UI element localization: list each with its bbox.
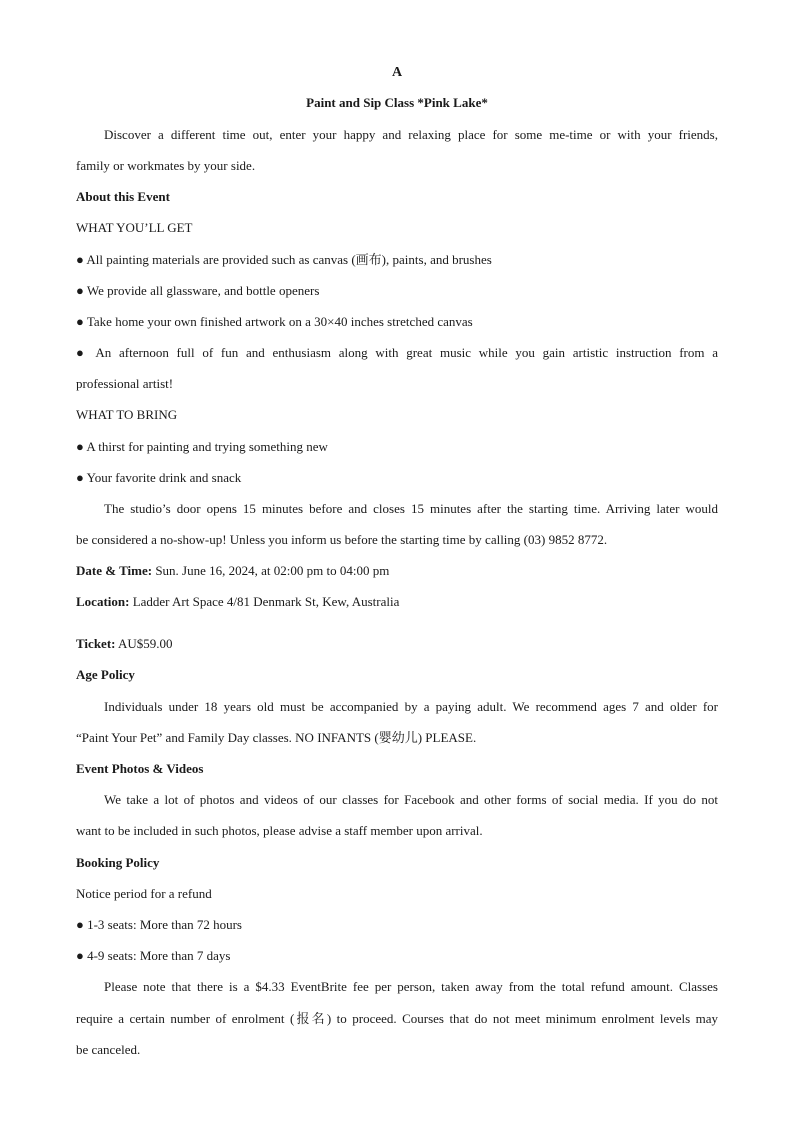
date-time-value: Sun. June 16, 2024, at 02:00 pm to 04:00 pm [152, 563, 390, 578]
location-row [76, 594, 718, 610]
location-value: Ladder Art Space 4/81 Denmark St, Kew, Australia [129, 594, 400, 609]
intro-line-1: Discover a different time out, enter your happy and relaxing place for some me-time or with your friends, [104, 127, 718, 142]
age-heading: Age Policy [76, 667, 135, 682]
fee-line-1: Please note that there is a $4.33 EventBrite fee per person, taken away from the total refund amount. Classes [104, 979, 718, 994]
photos-line-1: We take a lot of photos and videos of our classes for Facebook and other forms of social media. If you do not [104, 792, 718, 807]
fee-line-2: require a certain number of enrolment (报名) to proceed. Courses that do not meet minimum enrolment levels may [76, 1011, 718, 1026]
booking-heading: Booking Policy [76, 855, 160, 870]
ticket-label: Ticket: [76, 636, 116, 651]
passage-label: A [391, 65, 403, 80]
event-title: Paint and Sip Class *Pink Lake* [306, 95, 488, 110]
location-label: Location: [76, 594, 130, 609]
get-item-2: ● We provide all glassware, and bottle openers [76, 283, 320, 298]
notice-line: Notice period for a refund [76, 886, 212, 901]
date-time-label: Date & Time: [76, 563, 153, 578]
about-heading: About this Event [76, 189, 170, 204]
fee-line-3: be canceled. [76, 1042, 141, 1057]
ticket-value: AU$59.00 [115, 636, 173, 651]
age-line-1: Individuals under 18 years old must be accompanied by a paying adult. We recommend ages 7 and older for [104, 699, 718, 714]
date-time-row [76, 563, 718, 579]
age-line-2: “Paint Your Pet” and Family Day classes. NO INFANTS (婴幼儿) PLEASE. [76, 730, 477, 745]
get-item-4-line-2: professional artist! [76, 376, 174, 391]
bring-item-2: ● Your favorite drink and snack [76, 470, 242, 485]
get-heading: WHAT YOU’LL GET [76, 220, 193, 235]
intro-line-2: family or workmates by your side. [76, 158, 256, 173]
bring-heading: WHAT TO BRING [76, 407, 178, 422]
seats-item-1: ● 1-3 seats: More than 72 hours [76, 917, 242, 932]
bring-item-1: ● A thirst for painting and trying something new [76, 439, 328, 454]
seats-item-2: ● 4-9 seats: More than 7 days [76, 948, 231, 963]
ticket-row [76, 636, 718, 652]
door-line-2: be considered a no-show-up! Unless you inform us before the starting time by calling (03) 9852 8772. [76, 532, 608, 547]
photos-line-2: want to be included in such photos, please advise a staff member upon arrival. [76, 823, 483, 838]
get-item-1: ● All painting materials are provided such as canvas (画布), paints, and brushes [76, 252, 492, 267]
door-line-1: The studio’s door opens 15 minutes before and closes 15 minutes after the starting time. Arriving later would [104, 501, 718, 516]
get-item-3: ● Take home your own finished artwork on a 30×40 inches stretched canvas [76, 314, 473, 329]
photos-heading: Event Photos & Videos [76, 761, 204, 776]
get-item-4-line-1: ● An afternoon full of fun and enthusiasm along with great music while you gain artistic instruction from a [76, 345, 718, 360]
